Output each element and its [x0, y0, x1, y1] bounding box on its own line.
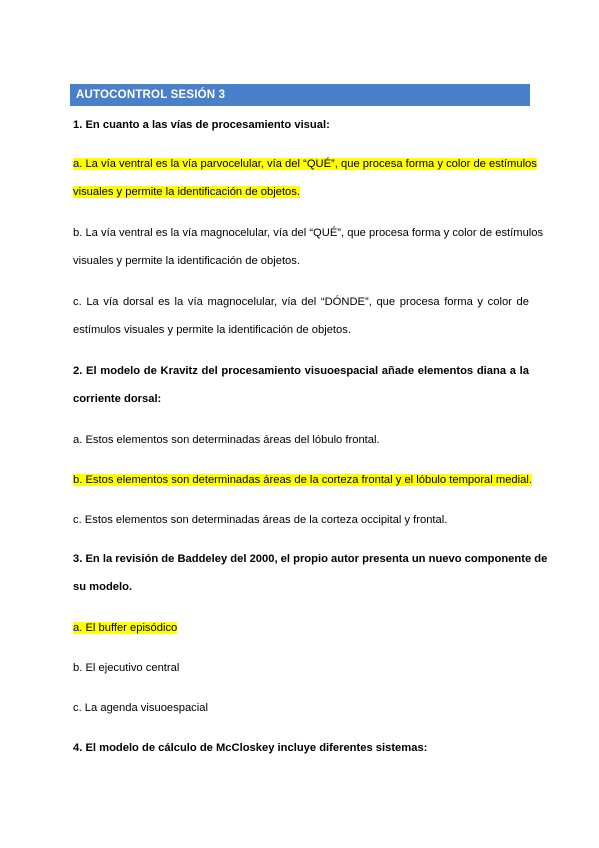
q1-option-b-line2: visuales y permite la identificación de objetos. [73, 255, 300, 267]
q3-option-b: b. El ejecutivo central [73, 662, 180, 674]
question-2-line1: 2. El modelo de Kravitz del procesamiento visuoespacial añade elementos diana a la [73, 365, 529, 377]
q2-option-b: b. Estos elementos son determinadas áreas de la corteza frontal y el lóbulo temporal medial. [73, 474, 532, 486]
question-2-line2: corriente dorsal: [73, 393, 162, 405]
q1-option-b-line1: b. La vía ventral es la vía magnocelular, vía del “QUÉ”, que procesa forma y color de estímulos [73, 227, 544, 239]
q3-option-c: c. La agenda visuoespacial [73, 702, 208, 714]
q1-option-a-line2: visuales y permite la identificación de objetos. [73, 186, 300, 198]
question-4: 4. El modelo de cálculo de McCloskey incluye diferentes sistemas: [73, 742, 428, 754]
q1-option-c-line2: estímulos visuales y permite la identificación de objetos. [73, 324, 351, 336]
q2-option-a: a. Estos elementos son determinadas áreas del lóbulo frontal. [73, 434, 380, 446]
section-title: AUTOCONTROL SESIÓN 3 [70, 84, 530, 106]
question-3-line1: 3. En la revisión de Baddeley del 2000, el propio autor presenta un nuevo componente de [73, 553, 548, 565]
q3-option-a: a. El buffer episódico [73, 622, 178, 634]
q2-option-c: c. Estos elementos son determinadas áreas de la corteza occipital y frontal. [73, 514, 448, 526]
question-3-line2: su modelo. [73, 581, 133, 593]
q1-option-a-line1: a. La vía ventral es la vía parvocelular, vía del “QUÉ”, que procesa forma y color de estímulos [73, 158, 537, 170]
q1-option-c-line1: c. La vía dorsal es la vía magnocelular, vía del “DÓNDE”, que procesa forma y color de [73, 296, 529, 308]
question-1: 1. En cuanto a las vías de procesamiento visual: [73, 119, 330, 131]
